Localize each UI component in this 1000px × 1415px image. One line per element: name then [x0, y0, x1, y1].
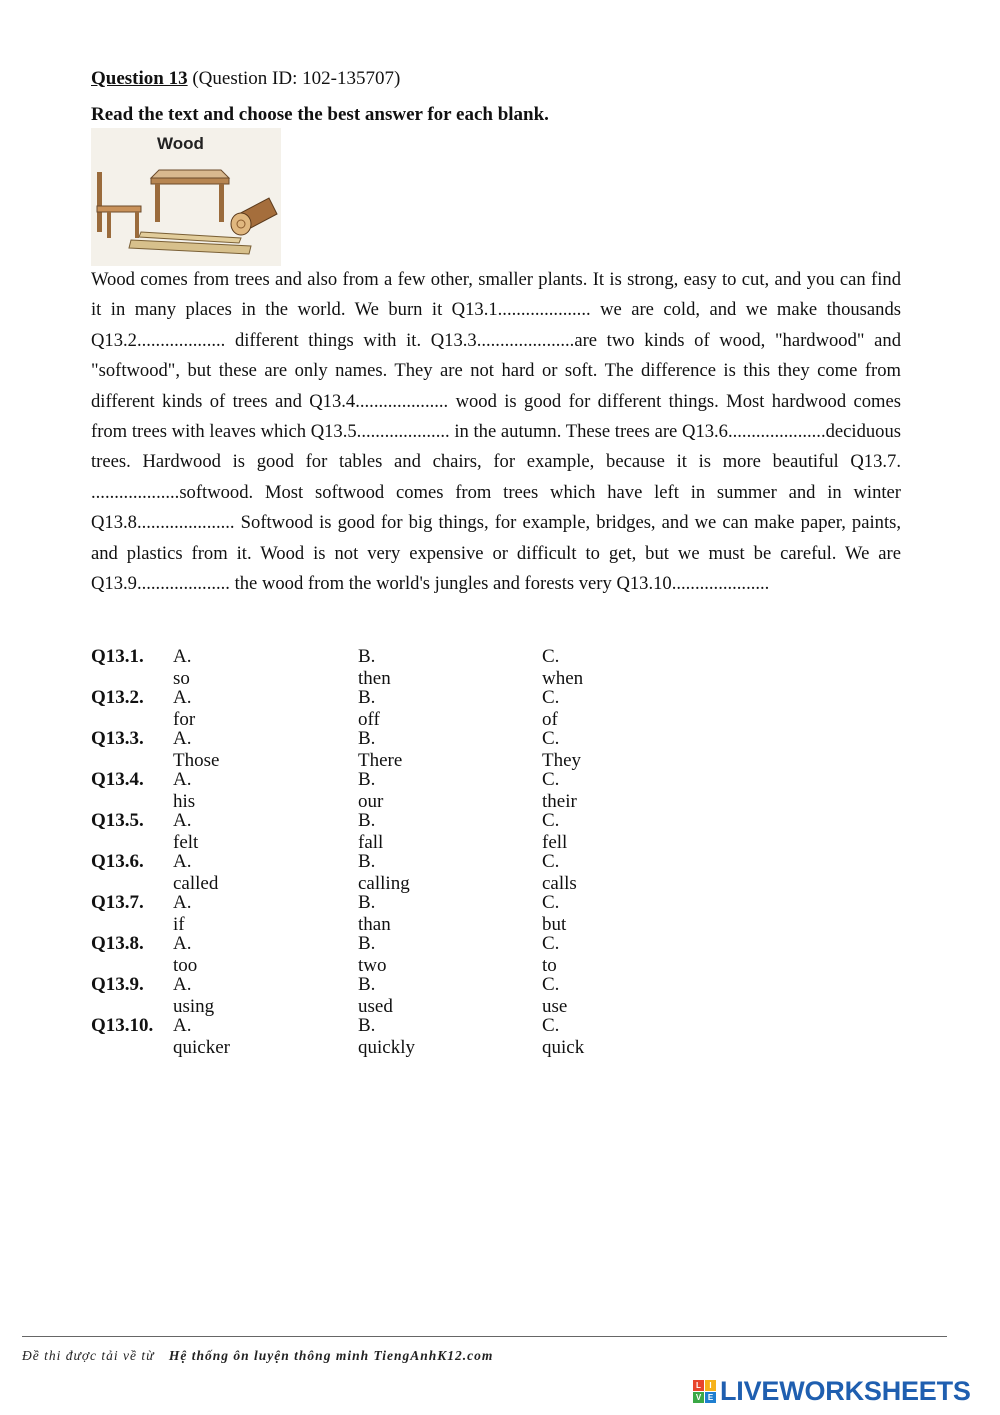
question-number: Question 13: [91, 68, 188, 89]
option-b[interactable]: B. then: [358, 646, 391, 689]
footer: [22, 1348, 493, 1364]
option-b[interactable]: B. off: [358, 687, 380, 730]
picture-title: Wood: [157, 134, 204, 153]
question-label: Q13.10.: [91, 1015, 154, 1036]
option-c[interactable]: C. calls: [542, 851, 577, 894]
option-c[interactable]: C. quick: [542, 1015, 585, 1058]
option-c[interactable]: C. their: [542, 769, 577, 812]
question-id: (Question ID: 102-135707): [192, 68, 401, 89]
option-c[interactable]: C. to: [542, 933, 560, 976]
option-a[interactable]: A. Those: [173, 728, 220, 771]
option-a[interactable]: A. if: [173, 892, 192, 935]
footer-prefix: Đề thi được tải về từ: [22, 1348, 155, 1363]
option-a[interactable]: A. so: [173, 646, 192, 689]
brand-name: LIVEWORKSHEETS: [720, 1376, 971, 1406]
option-a[interactable]: A. called: [173, 851, 219, 894]
instruction: Read the text and choose the best answer for each blank.: [91, 104, 549, 125]
option-b[interactable]: B. two: [358, 933, 387, 976]
option-b[interactable]: B. calling: [358, 851, 410, 894]
option-a[interactable]: A. for: [173, 687, 196, 730]
option-a[interactable]: A. his: [173, 769, 196, 812]
question-label: Q13.5.: [91, 810, 144, 831]
question-label: Q13.3.: [91, 728, 144, 749]
option-a[interactable]: A. felt: [173, 810, 199, 853]
option-b[interactable]: B. fall: [358, 810, 384, 853]
option-c[interactable]: C. They: [542, 728, 582, 771]
option-c[interactable]: C. fell: [542, 810, 568, 853]
liveworksheets-logo: [693, 1376, 971, 1407]
wood-illustration: [91, 128, 281, 266]
question-label: Q13.4.: [91, 769, 144, 790]
question-label: Q13.8.: [91, 933, 144, 954]
question-header: [91, 68, 400, 90]
logo-tile: L: [693, 1380, 704, 1391]
logo-tile: E: [705, 1392, 716, 1403]
option-b[interactable]: B. used: [358, 974, 393, 1017]
question-label: Q13.2.: [91, 687, 144, 708]
option-a[interactable]: A. quicker: [173, 1015, 230, 1058]
footer-divider: [22, 1336, 947, 1337]
option-c[interactable]: C. of: [542, 687, 560, 730]
question-label: Q13.9.: [91, 974, 144, 995]
option-b[interactable]: B. There: [358, 728, 403, 771]
question-label: Q13.1.: [91, 646, 144, 667]
question-label: Q13.6.: [91, 851, 144, 872]
option-c[interactable]: C. when: [542, 646, 584, 689]
option-b[interactable]: B. quickly: [358, 1015, 415, 1058]
option-a[interactable]: A. using: [173, 974, 215, 1017]
option-b[interactable]: B. our: [358, 769, 384, 812]
question-label: Q13.7.: [91, 892, 144, 913]
option-c[interactable]: C. but: [542, 892, 567, 935]
footer-site: Hệ thống ôn luyện thông minh TiengAnhK12.com: [168, 1348, 494, 1363]
logo-tile: I: [705, 1380, 716, 1391]
reading-passage: Wood comes from trees and also from a few other, smaller plants. It is strong, easy to cut, and you can find it in many places in the world. We burn it Q13.1.................... we are cold, and we make thousands Q13.2................... different things with it. Q13.3.....................are two kinds of wood, "hardwood" and "softwood", but these are only names. They are not hard or soft. The difference is this they come from different kinds of trees and Q13.4.................... wood is good for different things. Most hardwood comes from trees with leaves which Q13.5.................... in the autumn. These trees are Q13.6.....................deciduous trees. Hardwood is good for tables and chairs, for example, because it is more beautiful Q13.7. ...................softwood. Most softwood comes from trees which have left in summer and in winter Q13.8..................... Softwood is good for big things, for example, bridges, and we can make paper, paints, and plastics from it. Wood is not very expensive or difficult to get, but we must be careful. We are Q13.9.................... the wood from the world's jungles and forests very Q13.10.....................: [91, 269, 901, 595]
logo-icon: [693, 1380, 716, 1403]
option-c[interactable]: C. use: [542, 974, 568, 1017]
logo-tile: V: [693, 1392, 704, 1403]
option-a[interactable]: A. too: [173, 933, 198, 976]
option-b[interactable]: B. than: [358, 892, 391, 935]
